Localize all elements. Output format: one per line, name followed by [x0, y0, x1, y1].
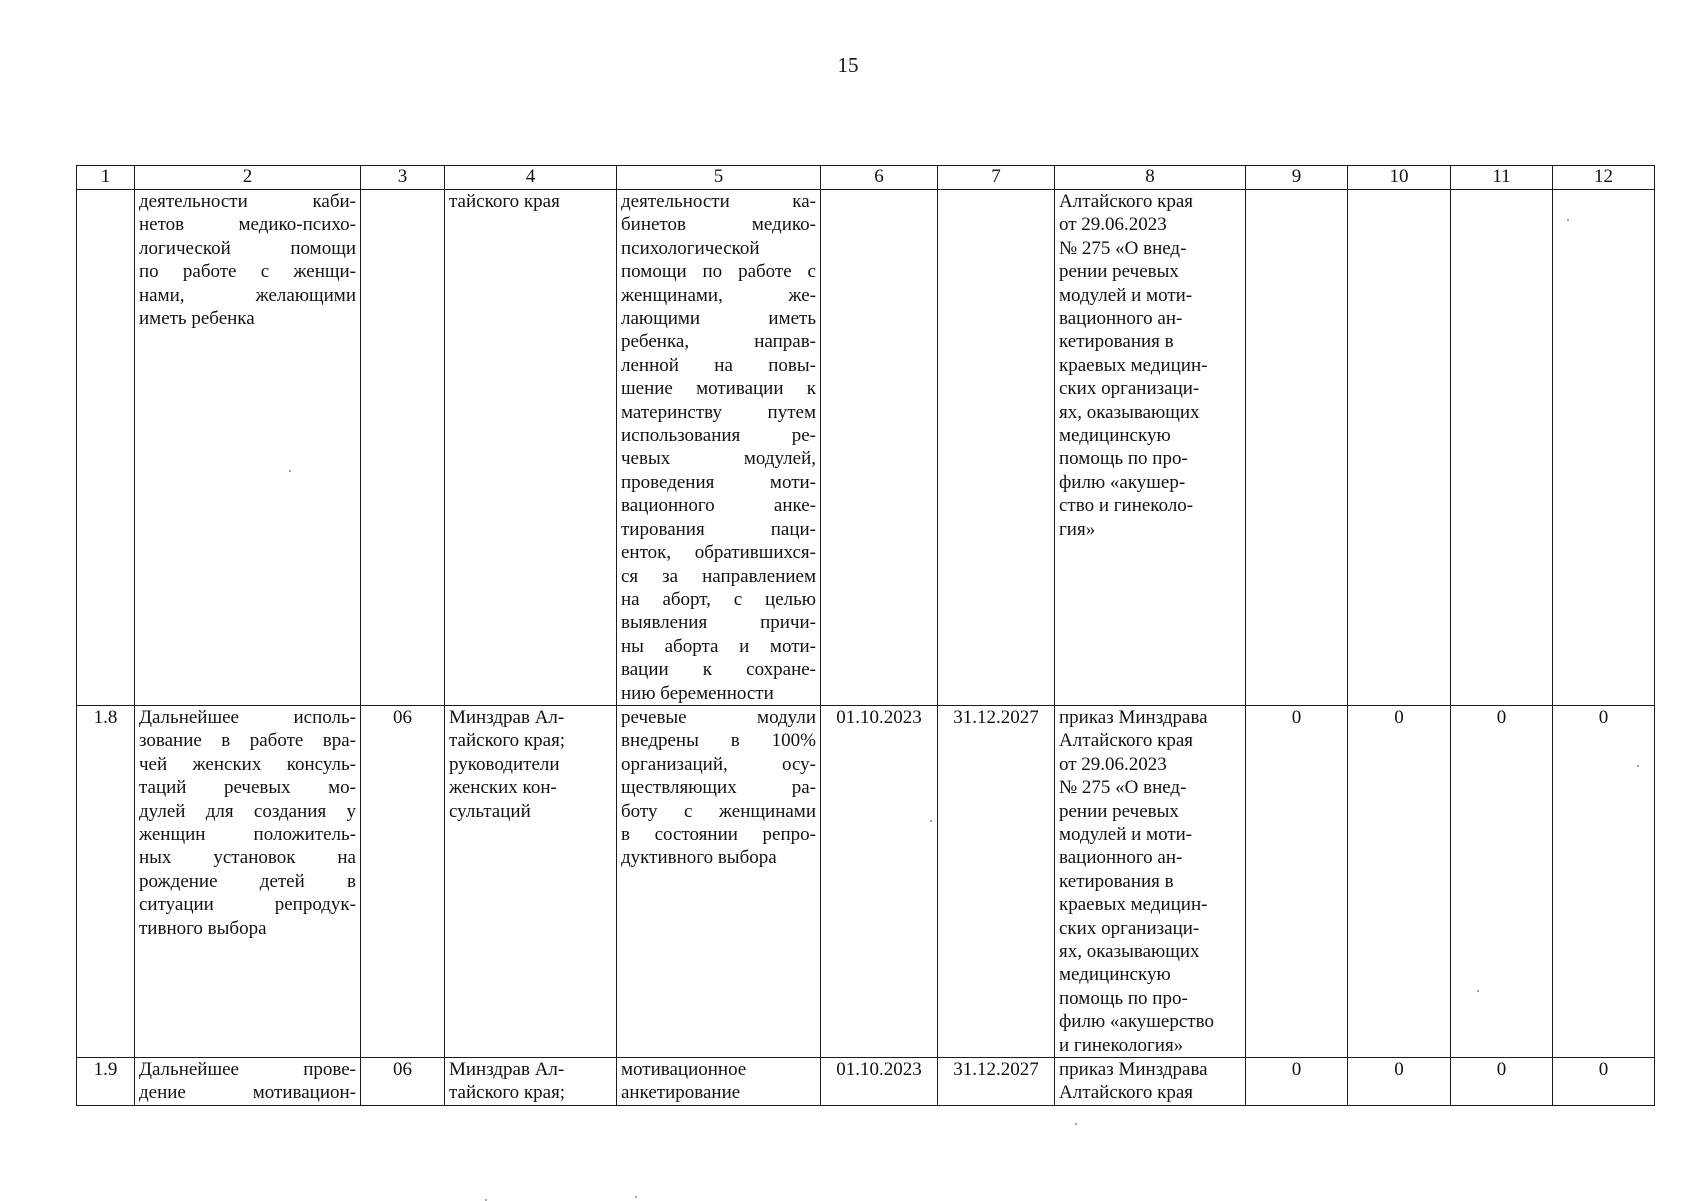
- header-cell: 2: [135, 166, 361, 190]
- text-line: материнству путем: [621, 401, 816, 423]
- text-line: ребенка, направ-: [621, 331, 816, 353]
- header-cell: 12: [1553, 166, 1655, 190]
- text-line: психологической: [621, 237, 760, 259]
- text-line: вационного ан-: [1059, 308, 1183, 330]
- header-cell: 10: [1348, 166, 1451, 190]
- end-date-cell: 31.12.2027: [938, 1058, 1055, 1106]
- text-line: женщин положитель-: [139, 823, 356, 845]
- text-line: мотивационное: [621, 1059, 747, 1081]
- text-line: проведения моти-: [621, 471, 816, 493]
- header-cell: 5: [617, 166, 821, 190]
- end-date-cell: [938, 190, 1055, 706]
- text-line: от 29.06.2023: [1059, 214, 1167, 236]
- text-line: тивного выбора: [139, 917, 267, 939]
- text-line: логической помощи: [139, 237, 356, 259]
- text-line: выявления причи-: [621, 612, 816, 634]
- table-row: [77, 1058, 1655, 1106]
- text-line: помощь по про-: [1059, 987, 1188, 1009]
- text-line: деятельности каби-: [139, 191, 356, 212]
- text-line: краевых медицин-: [1059, 894, 1208, 916]
- text-line: приказ Минздрава: [1059, 706, 1208, 728]
- scan-speck: [1075, 1123, 1077, 1125]
- document-cell: [1055, 190, 1246, 706]
- scan-speck: [289, 470, 291, 472]
- header-cell: 9: [1246, 166, 1348, 190]
- code-cell: 06: [361, 1058, 445, 1106]
- text-line: тайского края;: [449, 730, 566, 752]
- text-line: тайского края: [449, 191, 560, 212]
- result-cell: [617, 705, 821, 1057]
- end-date-cell: 31.12.2027: [938, 705, 1055, 1057]
- text-line: чевых модулей,: [621, 448, 816, 470]
- text-line: дуктивного выбора: [621, 847, 777, 869]
- text-line: речевые модули: [621, 706, 816, 728]
- text-line: ство и гинеколо-: [1059, 495, 1194, 517]
- text-line: кетирования в: [1059, 331, 1174, 353]
- scan-speck: [1477, 990, 1479, 992]
- text-line: в состоянии репро-: [621, 823, 816, 845]
- value-cell: 0: [1246, 1058, 1348, 1106]
- text-line: на аборт, с целью: [621, 588, 816, 610]
- text-line: Алтайского края: [1059, 1082, 1194, 1104]
- text-line: рении речевых: [1059, 261, 1179, 283]
- header-cell: 6: [821, 166, 938, 190]
- text-line: Алтайского края: [1059, 730, 1194, 752]
- scan-speck: [635, 1196, 637, 1198]
- header-cell: 8: [1055, 166, 1246, 190]
- text-line: ных установок на: [139, 847, 356, 869]
- event-cell: [135, 1058, 361, 1106]
- text-line: ситуации репродук-: [139, 894, 356, 916]
- value-cell: 0: [1348, 1058, 1451, 1106]
- event-cell: [135, 705, 361, 1057]
- text-line: нетов медико-психо-: [139, 214, 356, 236]
- text-line: медицинскую: [1059, 425, 1171, 447]
- text-line: таций речевых мо-: [139, 777, 356, 799]
- scan-speck: [1567, 219, 1569, 221]
- text-line: дение мотивацион-: [139, 1082, 356, 1104]
- text-line: зование в работе вра-: [139, 730, 356, 752]
- row-number-cell: [77, 190, 135, 706]
- text-line: нию беременности: [621, 682, 774, 704]
- text-line: ществляющих ра-: [621, 777, 816, 799]
- text-line: использования ре-: [621, 425, 816, 447]
- scan-speck: [1637, 765, 1639, 767]
- text-line: ских организаци-: [1059, 378, 1200, 400]
- header-cell: 3: [361, 166, 445, 190]
- text-line: лающими иметь: [621, 308, 816, 330]
- value-cell: [1553, 190, 1655, 706]
- text-line: кетирования в: [1059, 870, 1174, 892]
- text-line: тирования паци-: [621, 518, 816, 540]
- text-line: Алтайского края: [1059, 191, 1194, 212]
- text-line: дулей для создания у: [139, 800, 356, 822]
- value-cell: 0: [1553, 1058, 1655, 1106]
- text-line: вационного анке-: [621, 495, 816, 517]
- text-line: ны аборта и моти-: [621, 635, 816, 657]
- value-cell: [1451, 190, 1553, 706]
- code-cell: [361, 190, 445, 706]
- responsible-cell: [445, 705, 617, 1057]
- row-number-cell: 1.9: [77, 1058, 135, 1106]
- page-number: 15: [837, 53, 859, 77]
- table-header-row: [77, 166, 1655, 190]
- event-cell: [135, 190, 361, 706]
- text-line: иметь ребенка: [139, 308, 255, 330]
- text-line: енток, обратившихся-: [621, 542, 816, 564]
- text-line: вации к сохране-: [621, 659, 816, 681]
- text-line: внедрены в 100%: [621, 730, 816, 752]
- value-cell: [1246, 190, 1348, 706]
- text-line: вационного ан-: [1059, 847, 1183, 869]
- document-cell: [1055, 1058, 1246, 1106]
- text-line: ся за направлением: [621, 565, 816, 587]
- text-line: приказ Минздрава: [1059, 1059, 1208, 1081]
- header-cell: 1: [77, 166, 135, 190]
- text-line: ских организаци-: [1059, 917, 1200, 939]
- scan-speck: [930, 820, 932, 822]
- text-line: руководители: [449, 753, 560, 775]
- row-number-cell: 1.8: [77, 705, 135, 1057]
- text-line: от 29.06.2023: [1059, 753, 1167, 775]
- text-line: Минздрав Ал-: [449, 706, 565, 728]
- text-line: помощь по про-: [1059, 448, 1188, 470]
- text-line: № 275 «О внед-: [1059, 237, 1187, 259]
- start-date-cell: 01.10.2023: [821, 1058, 938, 1106]
- text-line: ленной на повы-: [621, 354, 816, 376]
- text-line: по работе с женщи-: [139, 261, 356, 283]
- text-line: филю «акушерство: [1059, 1011, 1214, 1033]
- text-line: шение мотивации к: [621, 378, 816, 400]
- text-line: ях, оказывающих: [1059, 941, 1200, 962]
- text-line: чей женских консуль-: [139, 753, 356, 775]
- text-line: рении речевых: [1059, 800, 1179, 822]
- value-cell: 0: [1553, 705, 1655, 1057]
- plan-table: [76, 165, 1655, 1106]
- text-line: Минздрав Ал-: [449, 1059, 565, 1081]
- header-cell: 7: [938, 166, 1055, 190]
- text-line: женщинами, же-: [621, 284, 816, 306]
- text-line: модулей и моти-: [1059, 284, 1193, 306]
- responsible-cell: [445, 190, 617, 706]
- table-row: [77, 190, 1655, 706]
- value-cell: 0: [1246, 705, 1348, 1057]
- start-date-cell: 01.10.2023: [821, 705, 938, 1057]
- text-line: гия»: [1059, 518, 1096, 540]
- text-line: краевых медицин-: [1059, 354, 1208, 376]
- text-line: и гинекология»: [1059, 1034, 1184, 1056]
- header-cell: 4: [445, 166, 617, 190]
- text-line: № 275 «О внед-: [1059, 777, 1187, 799]
- value-cell: [1348, 190, 1451, 706]
- text-line: тайского края;: [449, 1082, 566, 1104]
- text-line: Дальнейшее исполь-: [139, 706, 356, 728]
- text-line: сультаций: [449, 800, 531, 822]
- text-line: модулей и моти-: [1059, 823, 1193, 845]
- text-line: бинетов медико-: [621, 214, 816, 236]
- value-cell: 0: [1451, 1058, 1553, 1106]
- responsible-cell: [445, 1058, 617, 1106]
- header-cell: 11: [1451, 166, 1553, 190]
- value-cell: 0: [1451, 705, 1553, 1057]
- text-line: организаций, осу-: [621, 753, 816, 775]
- result-cell: [617, 190, 821, 706]
- value-cell: 0: [1348, 705, 1451, 1057]
- text-line: боту с женщинами: [621, 800, 816, 822]
- result-cell: [617, 1058, 821, 1106]
- code-cell: 06: [361, 705, 445, 1057]
- start-date-cell: [821, 190, 938, 706]
- text-line: филю «акушер-: [1059, 471, 1186, 493]
- text-line: Дальнейшее прове-: [139, 1059, 356, 1081]
- text-line: ях, оказывающих: [1059, 401, 1200, 423]
- text-line: рождение детей в: [139, 870, 356, 892]
- text-line: нами, желающими: [139, 284, 356, 306]
- document-cell: [1055, 705, 1246, 1057]
- text-line: анкетирование: [621, 1082, 741, 1104]
- table-row: [77, 705, 1655, 1057]
- text-line: помощи по работе с: [621, 261, 816, 283]
- text-line: женских кон-: [449, 777, 557, 799]
- text-line: деятельности ка-: [621, 191, 816, 212]
- text-line: медицинскую: [1059, 964, 1171, 986]
